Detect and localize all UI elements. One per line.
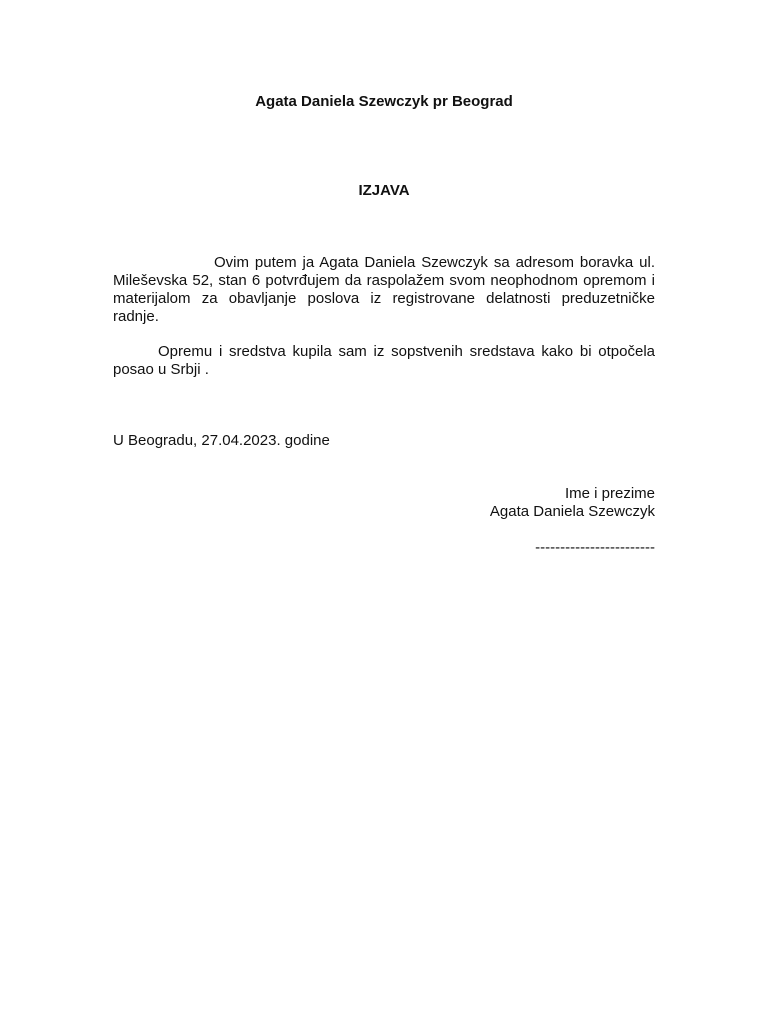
document-title: IZJAVA	[358, 182, 410, 199]
statement-paragraph-2: Opremu i sredstva kupila sam iz sopstvenih sredstava kako bi otpočela posao u Srbji .	[113, 343, 655, 378]
place-and-date: U Beogradu, 27.04.2023. godine	[113, 432, 330, 449]
signature-line: ------------------------	[535, 539, 655, 556]
statement-paragraph-1: Ovim putem ja Agata Daniela Szewczyk sa adresom boravka ul. Mileševska 52, stan 6 potvrđujem da raspolažem svom neophodnom opremom i materijalom za obavljanje poslova iz registrovane delatnosti preduzetničke radnje.	[113, 254, 655, 325]
signature-block	[490, 485, 655, 521]
signature-label: Ime i prezime	[564, 485, 655, 502]
signature-name: Agata Daniela Szewczyk	[489, 503, 655, 520]
entity-name-heading: Agata Daniela Szewczyk pr Beograd	[255, 93, 513, 110]
